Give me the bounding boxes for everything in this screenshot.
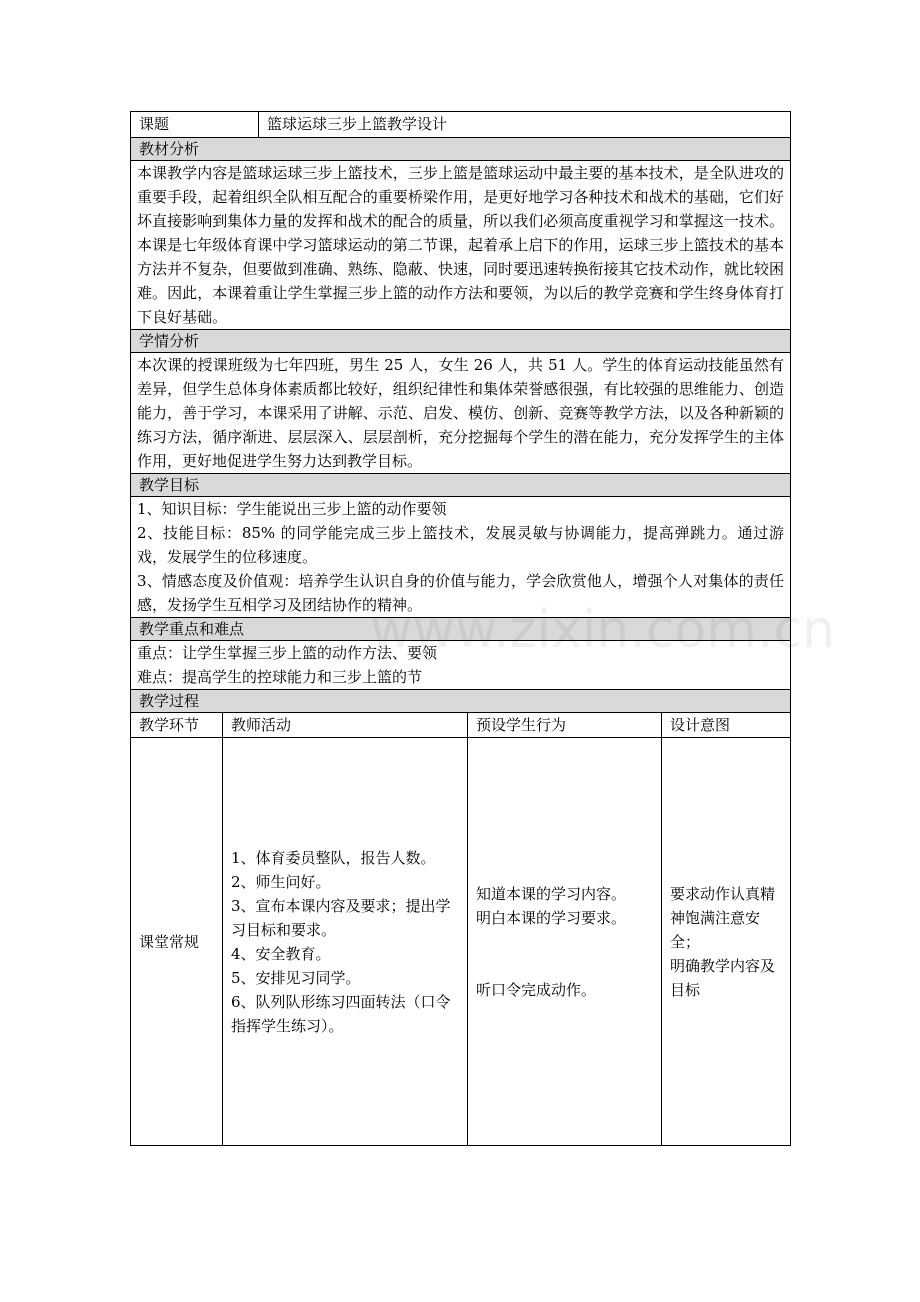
difficult-point: 难点：提高学生的控球能力和三步上篮的节	[137, 668, 423, 686]
teacher-activity-cell	[223, 738, 468, 1146]
lesson-plan-table	[130, 111, 791, 1146]
teacher-step: 6、队列队形练习四面转法（口令指挥学生练习）。	[231, 992, 451, 1035]
process-heading: 教学过程	[131, 690, 791, 713]
goal-item: 3、情感态度及价值观：培养学生认识自身的价值与能力，学会欣赏他人，增强个人对集体的责任感，发扬学生互相学习及团结协作的精神。	[137, 572, 785, 614]
goal-item: 1、知识目标：学生能说出三步上篮的动作要领	[137, 500, 447, 518]
teacher-step: 1、体育委员整队，报告人数。	[231, 848, 436, 867]
student-behavior-cell	[468, 738, 662, 1146]
key-point: 重点：让学生掌握三步上篮的动作方法、要领	[137, 644, 438, 662]
students-heading: 学情分析	[131, 330, 791, 353]
column-header: 教师活动	[223, 713, 468, 738]
column-header: 预设学生行为	[468, 713, 662, 738]
goal-item: 2、技能目标：85% 的同学能完成三步上篮技术，发展灵敏与协调能力，提高弹跳力。通过游戏，发展学生的位移速度。	[137, 524, 785, 566]
column-header: 教学环节	[131, 713, 223, 738]
design-intent: 明确教学内容及目标	[670, 956, 776, 999]
teacher-step: 2、师生问好。	[231, 872, 331, 891]
keypoints-heading: 教学重点和难点	[131, 618, 791, 641]
column-header: 设计意图	[662, 713, 791, 738]
goals-heading: 教学目标	[131, 474, 791, 497]
student-behavior	[476, 930, 653, 978]
lesson-plan-document	[130, 111, 790, 1146]
goals-list	[131, 497, 791, 618]
title-label: 课题	[131, 112, 259, 138]
student-behavior: 听口令完成动作。	[476, 980, 597, 999]
stage-cell: 课堂常规	[131, 738, 223, 1146]
keypoints-content	[131, 641, 791, 690]
design-intent-cell	[662, 738, 791, 1146]
design-intent: 要求动作认真精神饱满注意安全；	[670, 884, 776, 951]
material-text: 本课教学内容是篮球运球三步上篮技术，三步上篮是篮球运动中最主要的基本技术，是全队进攻的重要手段，起着组织全队相互配合的重要桥梁作用，是更好地学习各种技术和战术的基础，它们好坏直接影响到集体力量的发挥和战术的配合的质量，所以我们必须高度重视学习和掌握这一技术。本课是七年级体育课中学习篮球运动的第二节课，起着承上启下的作用，运球三步上篮技术的基本方法并不复杂，但要做到准确、熟练、隐蔽、快速，同时要迅速转换衔接其它技术动作，就比较困难。因此，本课着重让学生掌握三步上篮的动作方法和要领，为以后的教学竞赛和学生终身体育打下良好基础。	[131, 161, 791, 330]
teacher-step: 5、安排见习同学。	[231, 968, 361, 987]
material-heading: 教材分析	[131, 138, 791, 161]
student-behavior: 明白本课的学习要求。	[476, 908, 627, 927]
teacher-step: 4、安全教育。	[231, 944, 331, 963]
teacher-step: 3、宣布本课内容及要求；提出学习目标和要求。	[231, 896, 451, 939]
students-text: 本次课的授课班级为七年四班，男生 25 人，女生 26 人，共 51 人。学生的体育运动技能虽然有差异，但学生总体身体素质都比较好，组织纪律性和集体荣誉感很强，有比较强的思维能力、创造能力，善于学习，本课采用了讲解、示范、启发、模仿、创新、竞赛等教学方法，以及各种新颖的练习方法，循序渐进、层层深入、层层剖析，充分挖掘每个学生的潜在能力，充分发挥学生的主体作用，更好地促进学生努力达到教学目标。	[131, 353, 791, 474]
lesson-title: 篮球运球三步上篮教学设计	[259, 112, 791, 138]
student-behavior: 知道本课的学习内容。	[476, 884, 627, 903]
